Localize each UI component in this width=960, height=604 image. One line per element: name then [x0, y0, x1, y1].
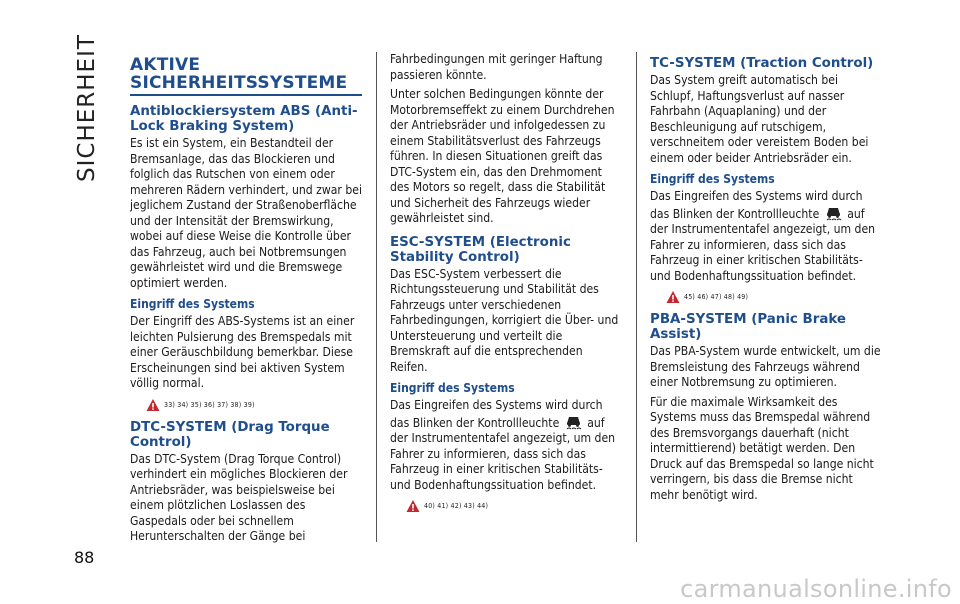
- dtc-text-cont: Fahrbedingungen mit geringer Haftung passieren könnte.: [390, 52, 603, 82]
- watermark: carmanualsonline.info: [680, 575, 952, 603]
- stability-control-lamp-icon: [565, 414, 582, 430]
- warning-triangle-icon: [406, 499, 420, 513]
- warning-triangle-icon: [146, 398, 160, 412]
- esc-text: Das ESC-System verbessert die Richtungssteuerung und Stabilität des Fahrzeugs unter verschiedenen Fahrbedingungen, korrigiert die Über- und Untersteuerung und verteilt die Bremskraft auf die entsprechenden Reifen.: [390, 266, 619, 374]
- tc-sub-text-b: auf der Instrumententafel angezeigt, um den Fahrer zu informieren, dass sich das Fahrzeug in einer kritischen Stabilitäts- und Bodenhaftungssituation befindet.: [650, 206, 876, 283]
- abs-warning-refs: [146, 398, 362, 412]
- column-3: [650, 52, 882, 507]
- pba-heading: PBA-SYSTEM (Panic Brake Assist): [650, 312, 847, 342]
- esc-warning-refs: [406, 499, 622, 513]
- traction-control-lamp-icon: [825, 205, 842, 221]
- section-title: SICHERHEIT: [74, 34, 100, 182]
- dtc-text: Das DTC-System (Drag Torque Control) verhindert ein mögliches Blockieren der Antriebsräder, was beispielsweise bei einem plötzlichen Loslassen des Gaspedals oder bei schnellem Herunterschalten der Gänge bei: [130, 451, 348, 543]
- esc-subheading: Eingriff des Systems: [390, 381, 515, 395]
- esc-sub-text-b: auf der Instrumententafel angezeigt, um den Fahrer zu informieren, dass sich das Fahrzeug in einer kritischen Stabilitäts- und Bodenhaftungssituation befindet.: [390, 415, 616, 492]
- esc-heading: ESC-SYSTEM (Electronic Stability Control): [390, 234, 571, 265]
- pba-text-2: Für die maximale Wirksamkeit des Systems muss das Bremspedal während des Bremsvorgangs dauerhaft (nicht intermittierend) betätigt werden. Den Druck auf das Bremspedal so lange nicht verringern, bis dass die Bremse nicht mehr benötigt wird.: [650, 394, 874, 502]
- abs-subheading: Eingriff des Systems: [130, 297, 255, 311]
- tc-sub-text: [650, 189, 882, 284]
- pba-text: Das PBA-System wurde entwickelt, um die Bremsleistung des Fahrzeugs während einer Notbremsung zu optimieren.: [650, 344, 881, 389]
- tc-warning-refs: [666, 290, 882, 304]
- main-title: AKTIVE SICHERHEITSSYSTEME: [130, 56, 362, 96]
- page-number: 88: [74, 548, 95, 567]
- dtc-heading: DTC-SYSTEM (Drag Torque Control): [130, 419, 330, 450]
- abs-heading: Antiblockiersystem ABS (Anti-Lock Braking System): [130, 104, 358, 134]
- warning-references: 40) 41) 42) 43) 44): [424, 502, 489, 510]
- esc-sub-text: [390, 398, 622, 493]
- column-1: [130, 52, 362, 549]
- abs-sub-text: Der Eingriff des ABS-Systems ist an einer leichten Pulsierung des Bremspedals mit einer Geräuschbildung bemerkbar. Diese Erscheinungen sind bei aktiven System völlig normal.: [130, 314, 355, 390]
- column-divider: [376, 52, 377, 542]
- dtc-text-2: Unter solchen Bedingungen könnte der Motorbremseffekt zu einem Durchdrehen der Antriebsräder und infolgedessen zu einem Stabilitätsverlust des Fahrzeugs führen. In diesen Situationen greift das DTC-System ein, das den Drehmoment des Motors so regelt, dass die Stabilität und Sicherheit des Fahrzeugs wieder gewährleistet sind.: [390, 87, 615, 225]
- column-2: [390, 52, 622, 519]
- warning-triangle-icon: [666, 290, 680, 304]
- column-divider: [636, 52, 637, 542]
- esc-sub-text-a: Das Eingreifen des Systems wird durch das Blinken der Kontrollleuchte: [390, 398, 603, 430]
- abs-text: Es ist ein System, ein Bestandteil der Bremsanlage, das das Blockieren und folglich das Rutschen von einem oder mehreren Rädern verhindert, und zwar bei jeglichem Zustand der Straßenoberfläche und der Intensität der Bremswirkung, wobei auf diese Weise die Kontrolle über das Fahrzeug, auch bei Notbremsungen gewährleistet wird und die Bremswege optimiert werden.: [130, 136, 362, 290]
- tc-heading: TC-SYSTEM (Traction Control): [650, 56, 874, 71]
- tc-text: Das System greift automatisch bei Schlupf, Haftungsverlust auf nasser Fahrbahn (Aquaplaning) und der Beschleunigung auf rutschigem, verschneitem oder vereistem Boden bei einem oder beider Antriebsräder ein.: [650, 73, 869, 165]
- tc-subheading: Eingriff des Systems: [650, 172, 775, 186]
- warning-references: 33) 34) 35) 36) 37) 38) 39): [164, 400, 255, 409]
- tc-sub-text-a: Das Eingreifen des Systems wird durch das Blinken der Kontrollleuchte: [650, 189, 863, 221]
- warning-references: 45) 46) 47) 48) 49): [684, 293, 749, 301]
